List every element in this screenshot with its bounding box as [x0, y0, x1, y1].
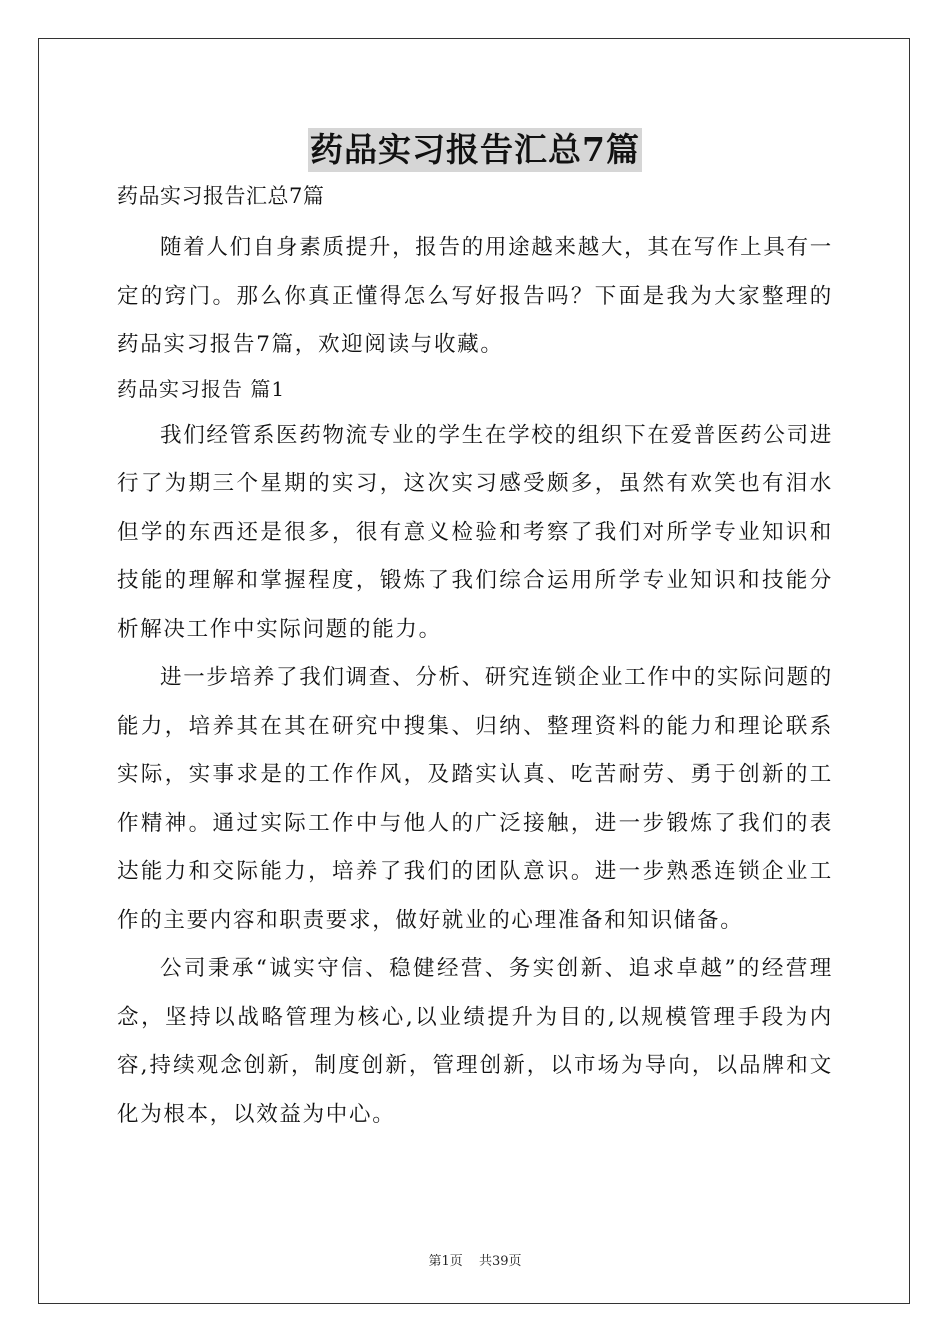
body-paragraph-3: 公司秉承“诚实守信、稳健经营、务实创新、追求卓越”的经营理念，坚持以战略管理为核心,以业绩提升为目的,以规模管理手段为内容,持续观念创新，制度创新，管理创新，以市场为导向，以品牌和文化为根本，以效益为中心。	[117, 956, 833, 1127]
intro-paragraph: 随着人们自身素质提升，报告的用途越来越大，其在写作上具有一定的窍门。那么你真正懂得怎么写好报告吗？下面是我为大家整理的药品实习报告7篇，欢迎阅读与收藏。	[117, 235, 833, 357]
title-wrap	[117, 120, 833, 176]
document-subtitle: 药品实习报告汇总7篇	[117, 184, 325, 208]
page-total: 共39页	[478, 1254, 522, 1269]
section-heading: 药品实习报告 篇1	[117, 376, 286, 401]
body-paragraph-1: 我们经管系医药物流专业的学生在学校的组织下在爱普医药公司进行了为期三个星期的实习，这次实习感受颇多，虽然有欢笑也有泪水但学的东西还是很多，很有意义检验和考察了我们对所学专业知识和技能的理解和掌握程度，锻炼了我们综合运用所学专业知识和技能分析解决工作中实际问题的能力。	[117, 422, 833, 642]
document-body	[117, 120, 833, 1139]
page-number: 第1页	[428, 1254, 463, 1269]
document-title: 药品实习报告汇总7篇	[308, 128, 642, 172]
body-paragraph-2: 进一步培养了我们调查、分析、研究连锁企业工作中的实际问题的能力，培养其在其在研究中搜集、归纳、整理资料的能力和理论联系实际，实事求是的工作作风，及踏实认真、吃苦耐劳、勇于创新的工作精神。通过实际工作中与他人的广泛接触，进一步锻炼了我们的表达能力和交际能力，培养了我们的团队意识。进一步熟悉连锁企业工作的主要内容和职责要求，做好就业的心理准备和知识储备。	[117, 665, 833, 933]
page-footer	[0, 1250, 950, 1269]
